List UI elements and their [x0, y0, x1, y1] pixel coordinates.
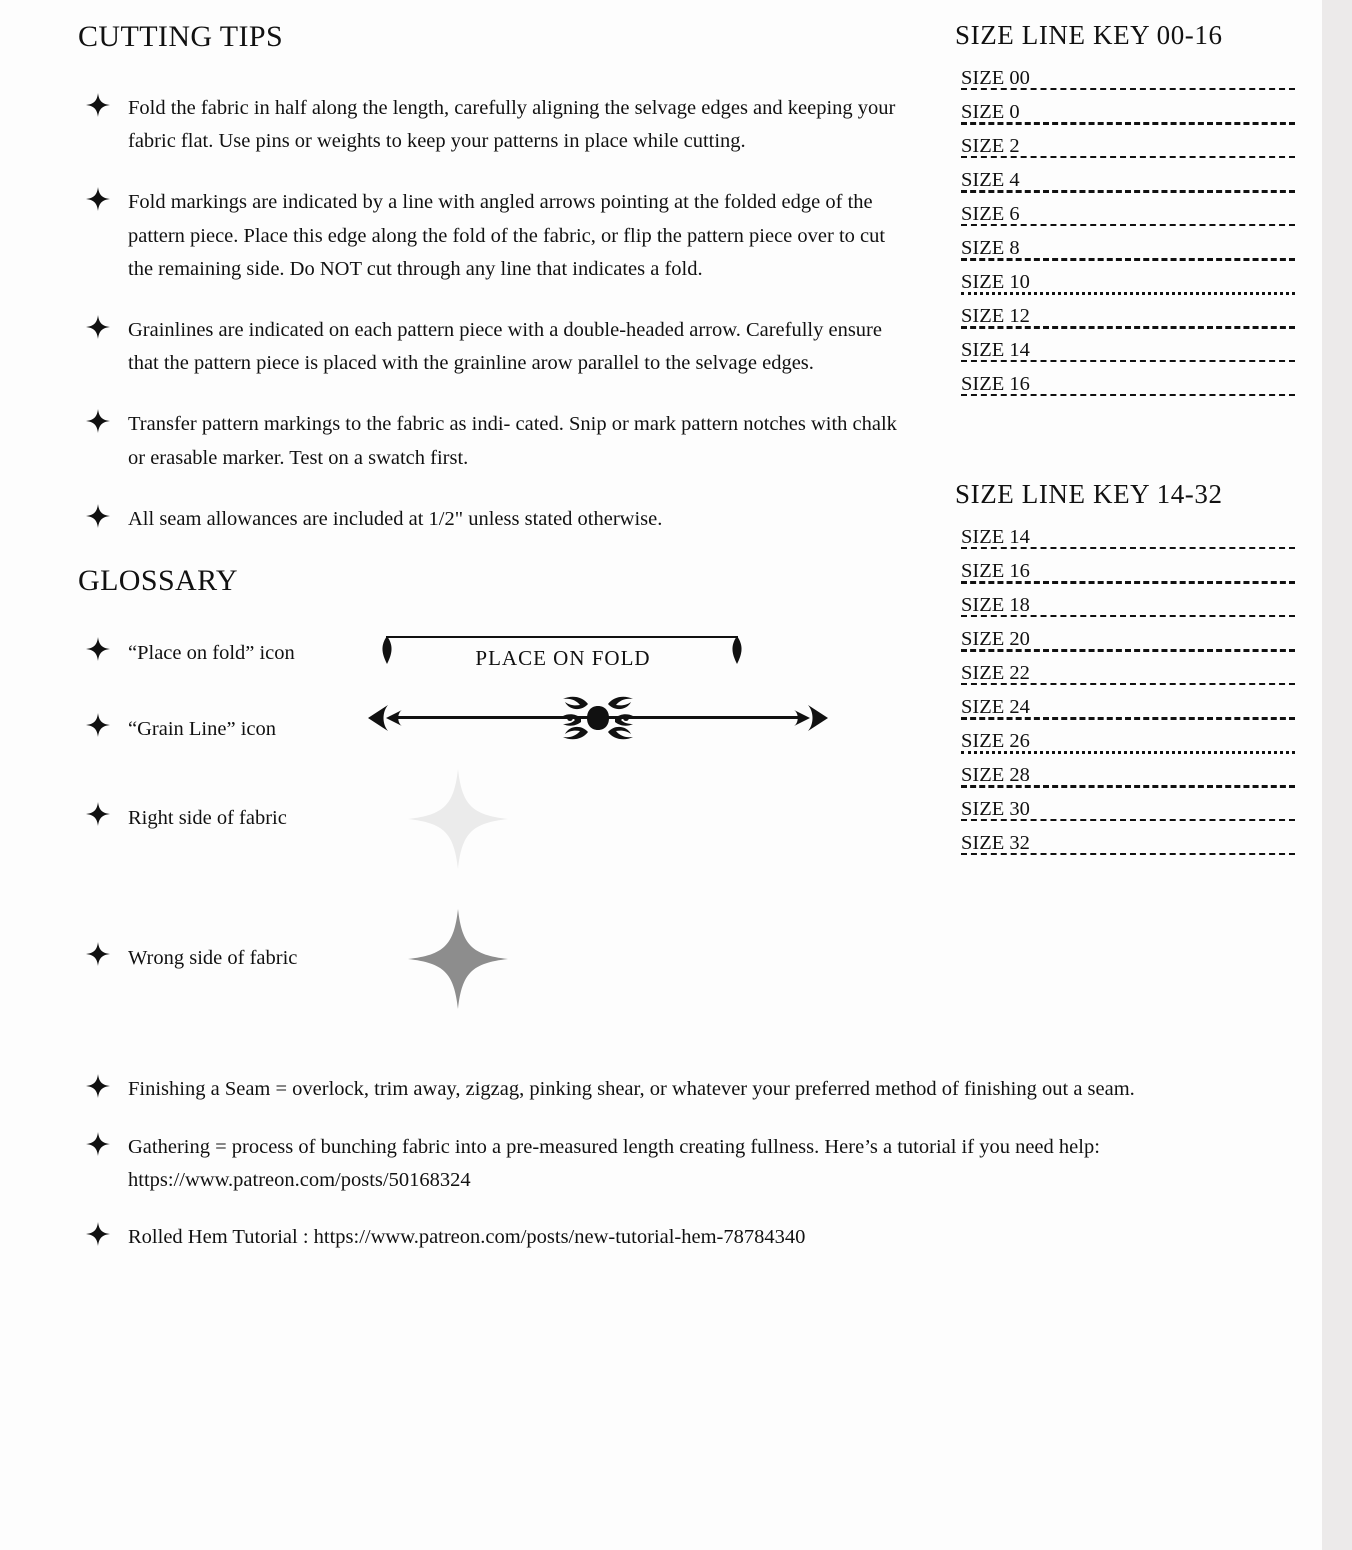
sparkle-bullet-icon — [86, 1222, 110, 1246]
sparkle-dark-icon — [408, 909, 508, 1020]
size-key-line — [961, 853, 1295, 855]
size-key-label: SIZE 32 — [961, 832, 1030, 854]
sparkle-bullet-icon — [86, 713, 110, 737]
size-key-line — [961, 751, 1295, 754]
size-key-row — [955, 730, 1295, 764]
sparkle-light-icon — [408, 769, 508, 880]
size-key-label: SIZE 12 — [961, 305, 1030, 327]
size-key-row — [955, 526, 1295, 560]
size-key-row — [955, 832, 1295, 866]
size-key-label: SIZE 00 — [961, 67, 1030, 89]
size-key-label: SIZE 30 — [961, 798, 1030, 820]
size-key-line — [961, 122, 1295, 125]
size-key-line — [961, 819, 1295, 821]
size-key-label: SIZE 26 — [961, 730, 1030, 752]
size-key-row — [955, 798, 1295, 832]
list-item — [78, 1131, 1288, 1197]
size-key-row — [955, 237, 1295, 271]
size-key-row — [955, 271, 1295, 305]
size-key-line — [961, 88, 1295, 90]
size-key-row — [955, 339, 1295, 373]
list-item-text: Fold markings are indicated by a line with angled arrows pointing at the folded edge of the pattern piece. Place this edge along the fold of the fabric, or flip the pattern piece over to cut the remaining side. Do NOT cut through any line that indicates a fold. — [128, 191, 886, 280]
glossary-label: Right side of fabric — [128, 807, 287, 830]
size-key-line — [961, 292, 1295, 295]
glossary-label: “Place on fold” icon — [128, 641, 295, 664]
size-key-title: SIZE LINE KEY 00-16 — [955, 20, 1223, 50]
size-key-line — [961, 615, 1295, 617]
list-item-text: All seam allowances are included at 1/2" unless stated otherwise. — [128, 507, 663, 530]
list-item-text: Transfer pattern markings to the fabric as indi- cated. Snip or mark pattern notches with chalk or erasable marker. Test on a swatch first. — [128, 413, 897, 469]
size-key-label: SIZE 28 — [961, 764, 1030, 786]
size-key-line — [961, 326, 1295, 329]
size-key-row — [955, 560, 1295, 594]
size-key-row — [955, 305, 1295, 339]
list-item — [78, 1073, 1288, 1106]
size-key-line — [961, 547, 1295, 549]
glossary-row-grain-line — [78, 712, 898, 746]
list-item — [78, 186, 898, 286]
glossary-row-wrong-side — [78, 941, 898, 1011]
size-key-label: SIZE 20 — [961, 628, 1030, 650]
size-key-row — [955, 169, 1295, 203]
size-key-row — [955, 67, 1295, 101]
list-item — [78, 503, 898, 536]
right-column — [955, 20, 1295, 920]
size-key-label: SIZE 10 — [961, 271, 1030, 293]
glossary-label: “Grain Line” icon — [128, 717, 276, 740]
size-key-row — [955, 764, 1295, 798]
size-key-label: SIZE 14 — [961, 526, 1030, 548]
sparkle-bullet-icon — [86, 315, 110, 339]
list-item-text: Grainlines are indicated on each pattern piece with a double-headed arrow. Carefully ensure that the pattern piece is placed with the grainline arow parallel to the selvage edges. — [128, 319, 882, 375]
size-key-line — [961, 581, 1295, 584]
place-on-fold-text: PLACE ON FOLD — [475, 646, 651, 671]
size-key-row — [955, 135, 1295, 169]
size-key-line — [961, 683, 1295, 685]
size-key-label: SIZE 8 — [961, 237, 1020, 259]
glossary-row-right-side — [78, 801, 898, 871]
sparkle-bullet-icon — [86, 187, 110, 211]
list-item-text: Rolled Hem Tutorial : https://www.patreon.com/posts/new-tutorial-hem-78784340 — [128, 1226, 806, 1249]
size-key-title: SIZE LINE KEY 14-32 — [955, 479, 1223, 509]
size-key-label: SIZE 18 — [961, 594, 1030, 616]
sparkle-bullet-icon — [86, 504, 110, 528]
glossary-row-place-on-fold — [78, 636, 898, 670]
cutting-tips-title: CUTTING TIPS — [78, 20, 284, 53]
cutting-tips-list — [78, 92, 898, 536]
size-key-line — [961, 224, 1295, 226]
size-key-row — [955, 628, 1295, 662]
sparkle-bullet-icon — [86, 637, 110, 661]
size-key-label: SIZE 6 — [961, 203, 1020, 225]
list-item — [78, 408, 898, 474]
glossary-label: Wrong side of fabric — [128, 947, 298, 970]
sparkle-bullet-icon — [86, 942, 110, 966]
grain-arrow-left-icon — [368, 702, 402, 734]
size-key-line — [961, 649, 1295, 652]
grain-ornament-icon — [518, 692, 678, 744]
size-key-line — [961, 258, 1295, 261]
list-item-text: Fold the fabric in half along the length, carefully aligning the selvage edges and keeping your fabric flat. Use pins or weights to keep your patterns in place while cutting. — [128, 97, 896, 153]
sparkle-bullet-icon — [86, 1132, 110, 1156]
glossary-title: GLOSSARY — [78, 564, 238, 598]
size-key-line — [961, 156, 1295, 158]
grain-arrow-right-icon — [794, 702, 828, 734]
size-key-line — [961, 785, 1295, 788]
size-line-key-00-16 — [955, 20, 1295, 407]
size-key-label: SIZE 2 — [961, 135, 1020, 157]
list-item-text: Gathering = process of bunching fabric into a pre-measured length creating fullness. Here’s a tutorial if you need help: https://www.patreon.com/posts/50168324 — [128, 1135, 1100, 1191]
sparkle-bullet-icon — [86, 93, 110, 117]
size-line-key-14-32 — [955, 479, 1295, 866]
size-key-row — [955, 696, 1295, 730]
size-key-line — [961, 394, 1295, 396]
size-key-label: SIZE 16 — [961, 560, 1030, 582]
list-item — [78, 92, 898, 158]
size-key-row — [955, 203, 1295, 237]
size-key-row — [955, 101, 1295, 135]
size-key-label: SIZE 4 — [961, 169, 1020, 191]
sparkle-bullet-icon — [86, 802, 110, 826]
sparkle-bullet-icon — [86, 1074, 110, 1098]
size-key-line — [961, 360, 1295, 362]
sparkle-bullet-icon — [86, 409, 110, 433]
size-key-label: SIZE 0 — [961, 101, 1020, 123]
list-item — [78, 1221, 1288, 1254]
list-item-text: Finishing a Seam = overlock, trim away, zigzag, pinking shear, or whatever your preferred method of finishing out a seam. — [128, 1078, 1135, 1101]
size-key-row — [955, 662, 1295, 696]
size-key-label: SIZE 24 — [961, 696, 1030, 718]
size-key-label: SIZE 14 — [961, 339, 1030, 361]
size-key-label: SIZE 16 — [961, 373, 1030, 395]
size-key-label: SIZE 22 — [961, 662, 1030, 684]
size-key-line — [961, 717, 1295, 720]
list-item — [78, 314, 898, 380]
size-key-line — [961, 190, 1295, 193]
glossary-text-list — [78, 1073, 1288, 1254]
page-edge-shadow — [1322, 0, 1352, 1550]
size-key-row — [955, 373, 1295, 407]
size-key-row — [955, 594, 1295, 628]
